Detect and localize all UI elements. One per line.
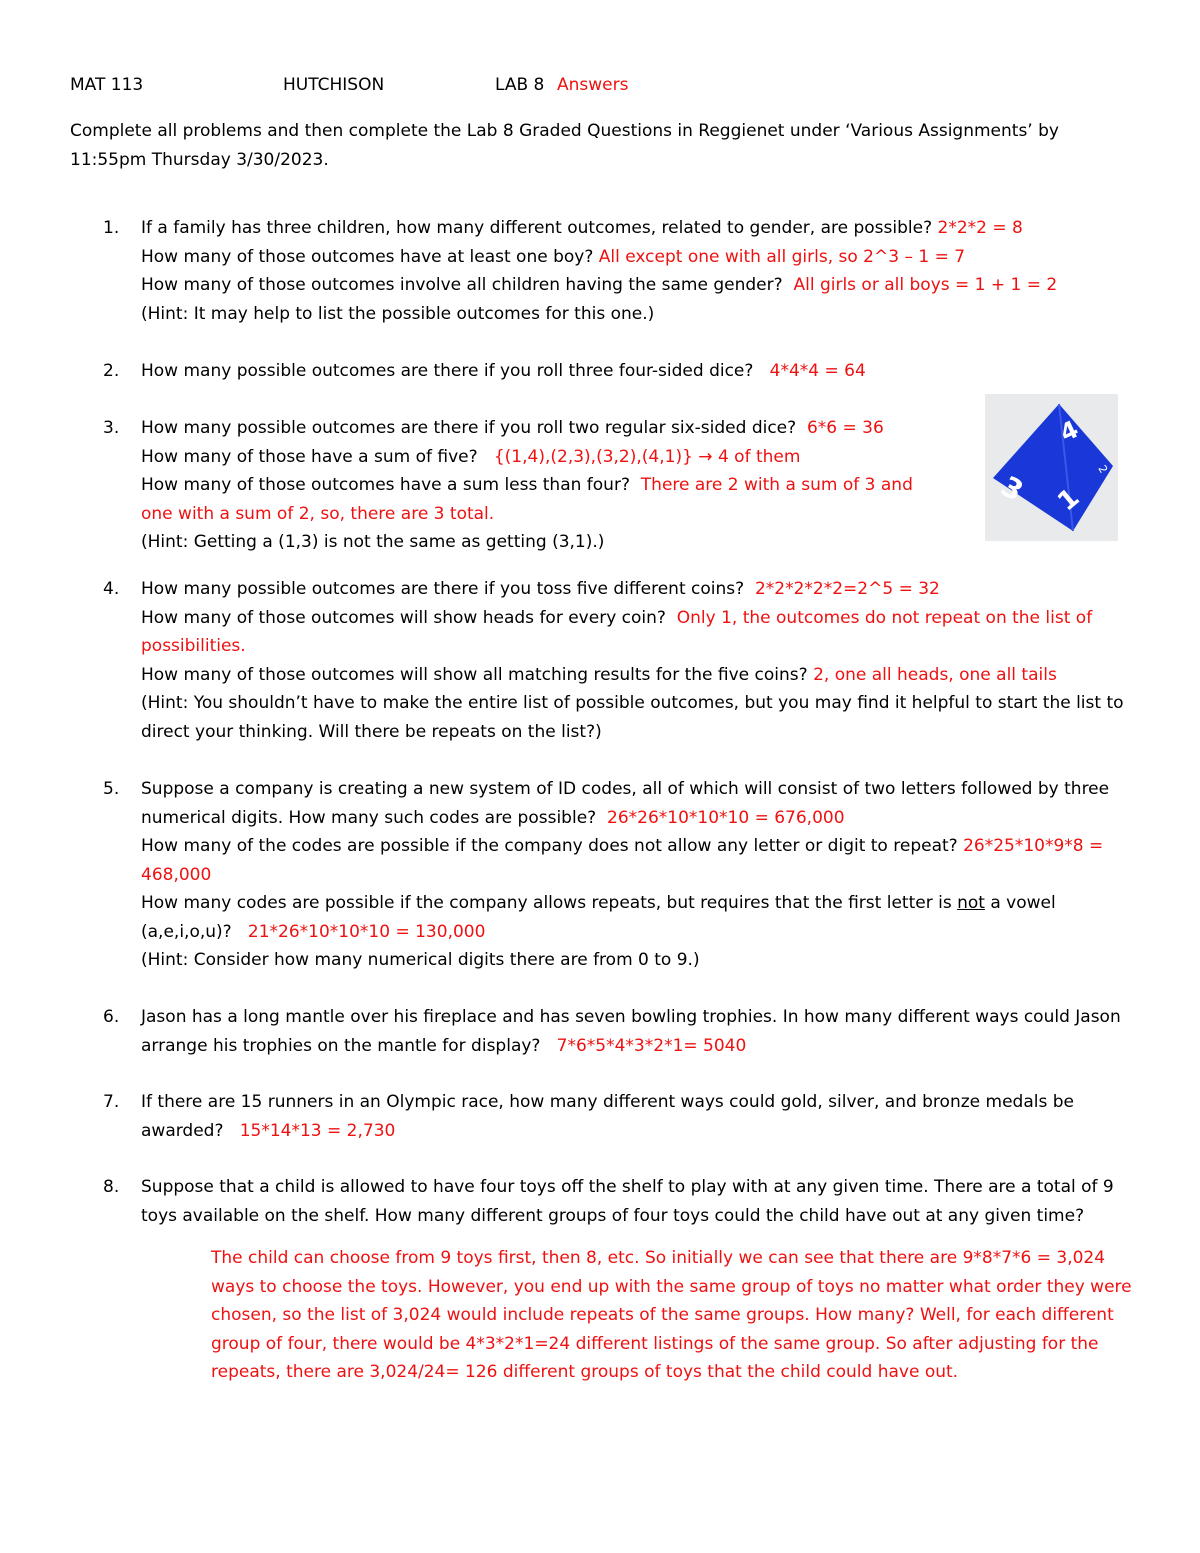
answer: All except one with all girls, so 2^3 – 1 = 7	[598, 246, 966, 267]
question: How many possible outcomes are there if you roll three four-sided dice?	[141, 361, 754, 381]
problem-2	[70, 357, 1135, 386]
problem-number: 5.	[103, 779, 120, 799]
answer: 7*6*5*4*3*2*1= 5040	[556, 1035, 747, 1056]
hint: (Hint: Consider how many numerical digits there are from 0 to 9.)	[141, 950, 700, 970]
tetrahedral-die-icon	[985, 394, 1118, 541]
die-face-label: 4	[1055, 415, 1083, 448]
question: How many of those outcomes will show heads for every coin?	[141, 607, 666, 628]
question: Suppose a company is creating a new system of ID codes, all of which will consist of two letters followed by three numerical digits. How many such codes are possible?	[141, 779, 1110, 828]
problem-number: 3.	[103, 418, 120, 438]
question: How many of the codes are possible if the company does not allow any letter or digit to repeat?	[141, 836, 958, 856]
answers-label: Answers	[557, 75, 629, 95]
answer: 6*6 = 36	[806, 418, 884, 438]
instructor-name: HUTCHISON	[283, 75, 385, 95]
die-face-label: 2	[1095, 463, 1111, 476]
hint: (Hint: It may help to list the possible outcomes for this one.)	[141, 303, 655, 324]
problem-7	[70, 1088, 1135, 1145]
answer: Only 1, the outcomes do not repeat on the list of possibilities.	[141, 607, 1093, 656]
problem-number: 8.	[103, 1177, 120, 1197]
question: How many possible outcomes are there if you toss five different coins?	[141, 579, 745, 599]
hint: (Hint: You shouldn’t have to make the entire list of possible outcomes, but you may find it helpful to start the list to direct your thinking. Will there be repeats on the list?)	[141, 693, 1124, 742]
lab-number: LAB 8	[495, 75, 545, 95]
course-code: MAT 113	[70, 75, 144, 95]
question: How many codes are possible if the company allows repeats, but requires that the first letter is	[141, 893, 952, 913]
problem-number: 1.	[103, 218, 120, 238]
question: If there are 15 runners in an Olympic race, how many different ways could gold, silver, and bronze medals be awarded?	[141, 1092, 1074, 1141]
die-face-label: 1	[1052, 482, 1086, 518]
question: Suppose that a child is allowed to have four toys off the shelf to play with at any given time. There are a total of 9 toys available on the shelf. How many different groups of four toys could the child have out at any given time?	[141, 1177, 1114, 1226]
answer: 2*2*2 = 8	[937, 218, 1023, 238]
problem-8	[70, 1173, 1135, 1230]
problem-5	[70, 775, 1135, 975]
question: Jason has a long mantle over his fireplace and has seven bowling trophies. In how many different ways could Jason arrange his trophies on the mantle for display?	[141, 1007, 1121, 1056]
problem-number: 2.	[103, 361, 120, 381]
question: a vowel (a,e,i,o,u)?	[141, 893, 1056, 942]
answer: 15*14*13 = 2,730	[239, 1120, 396, 1141]
answer: 26*26*10*10*10 = 676,000	[607, 807, 845, 828]
answer: 26*25*10*9*8 = 468,000	[141, 836, 1104, 885]
question: How many of those outcomes have at least one boy?	[141, 246, 594, 267]
answer: {(1,4),(2,3),(3,2),(4,1)} → 4 of them	[493, 446, 801, 467]
die-face-label: 3	[995, 469, 1029, 508]
question: How many of those outcomes involve all children having the same gender?	[141, 275, 783, 295]
problem-6	[70, 1003, 1135, 1060]
emphasis-not: not	[957, 893, 985, 913]
header	[70, 75, 1130, 99]
problem-number: 6.	[103, 1007, 120, 1027]
answer: All girls or all boys = 1 + 1 = 2	[793, 275, 1058, 295]
question: How many possible outcomes are there if you roll two regular six-sided dice?	[141, 418, 797, 438]
question: How many of those have a sum of five?	[141, 446, 478, 467]
problem-8-solution: The child can choose from 9 toys first, then 8, etc. So initially we can see that there are 9*8*7*6 = 3,024 ways to choose the toys. However, you end up with the same group of toys no matter what order they were chosen, so the list of 3,024 would include repeats of the same groups. How many? Well, for each different group of four, there would be 4*3*2*1=24 different listings of the same group. So after adjusting for the repeats, there are 3,024/24= 126 different groups of toys that the child could have out.	[211, 1248, 1132, 1382]
answer: There are 2 with a sum of 3 and one with a sum of 2, so, there are 3 total.	[141, 475, 913, 524]
question: How many of those outcomes have a sum less than four?	[141, 475, 630, 495]
hint: (Hint: Getting a (1,3) is not the same as getting (3,1).)	[141, 532, 605, 552]
problem-number: 4.	[103, 579, 120, 599]
answer: 4*4*4 = 64	[769, 361, 866, 381]
problem-3	[70, 414, 1135, 557]
answer: 2, one all heads, one all tails	[813, 664, 1057, 685]
tetrahedral-die-image	[985, 394, 1118, 541]
question: If a family has three children, how many different outcomes, related to gender, are possible?	[141, 218, 933, 238]
problem-1	[70, 214, 1135, 328]
answer: 2*2*2*2*2=2^5 = 32	[754, 579, 940, 599]
problem-number: 7.	[103, 1092, 120, 1112]
answer: 21*26*10*10*10 = 130,000	[247, 921, 486, 942]
problem-4	[70, 575, 1135, 746]
question: How many of those outcomes will show all matching results for the five coins?	[141, 664, 808, 685]
instructions: Complete all problems and then complete the Lab 8 Graded Questions in Reggienet under ‘Various Assignments’ by 11:55pm Thursday 3/30/2023.	[70, 121, 1059, 170]
